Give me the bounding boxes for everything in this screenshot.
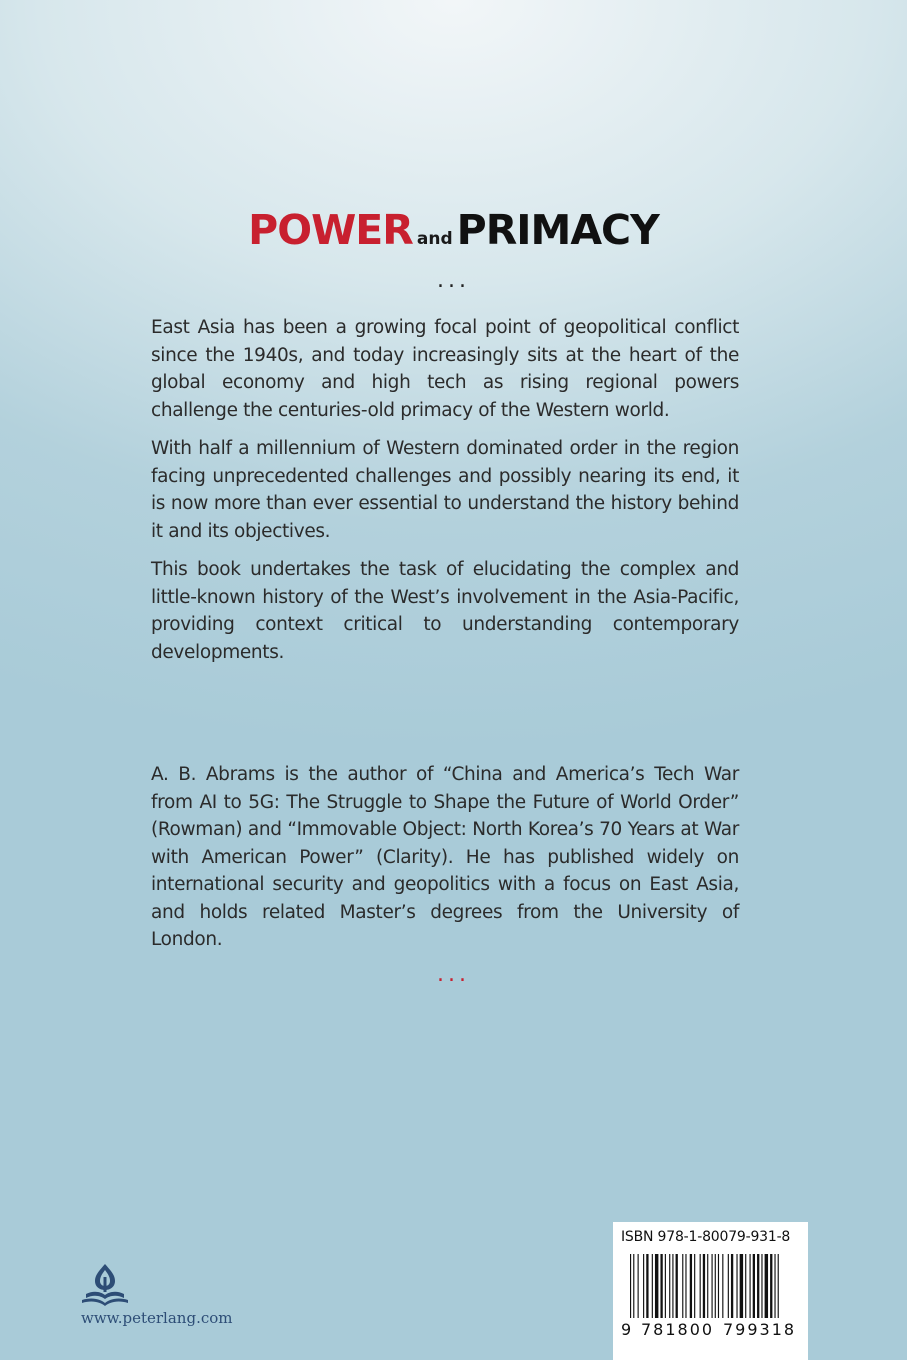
ornament-dots-top: ... xyxy=(437,268,470,293)
blurb-text xyxy=(151,314,739,677)
ornament-dots-bottom: ... xyxy=(437,962,470,987)
author-bio-paragraph: A. B. Abrams is the author of “China and America’s Tech War from AI to 5G: The Struggle to Shape the Future of World Order” (Rowman) and “Immovable Object: North Korea’s 70 Years at War with American Power” (Clarity). He has published widely on international security and geopolitics with a focus on East Asia, and holds related Master’s degrees from the University of London. xyxy=(151,764,739,950)
title-word-power: POWER xyxy=(248,206,413,254)
isbn-label: ISBN 978-1-80079-931-8 xyxy=(621,1229,791,1245)
isbn-barcode-box xyxy=(613,1222,808,1360)
peter-lang-logo-icon xyxy=(80,1262,130,1308)
publisher-url-link[interactable]: www.peterlang.com xyxy=(81,1309,233,1327)
title-word-primacy: PRIMACY xyxy=(456,206,659,254)
barcode-right-digits: 799318 xyxy=(723,1320,797,1339)
blurb-paragraph: East Asia has been a growing focal point of geopolitical conflict since the 1940s, and today increasingly sits at the heart of the global economy and high tech as rising regional powers challenge the centuries-old primacy of the Western world. xyxy=(151,317,739,421)
blurb-paragraph: This book undertakes the task of elucidating the complex and little-known history of the West’s involvement in the Asia-Pacific, providing context critical to understanding contemporary developments. xyxy=(151,559,739,663)
barcode-left-digits: 781800 xyxy=(641,1320,715,1339)
barcode-icon xyxy=(630,1254,800,1318)
author-bio xyxy=(151,761,739,965)
book-title xyxy=(0,206,907,254)
title-word-and: and xyxy=(416,229,453,249)
blurb-paragraph: With half a millennium of Western dominated order in the region facing unprecedented challenges and possibly nearing its end, it is now more than ever essential to understand the history behind it and its objectives. xyxy=(151,438,739,542)
barcode-lead-digit: 9 xyxy=(621,1320,632,1339)
